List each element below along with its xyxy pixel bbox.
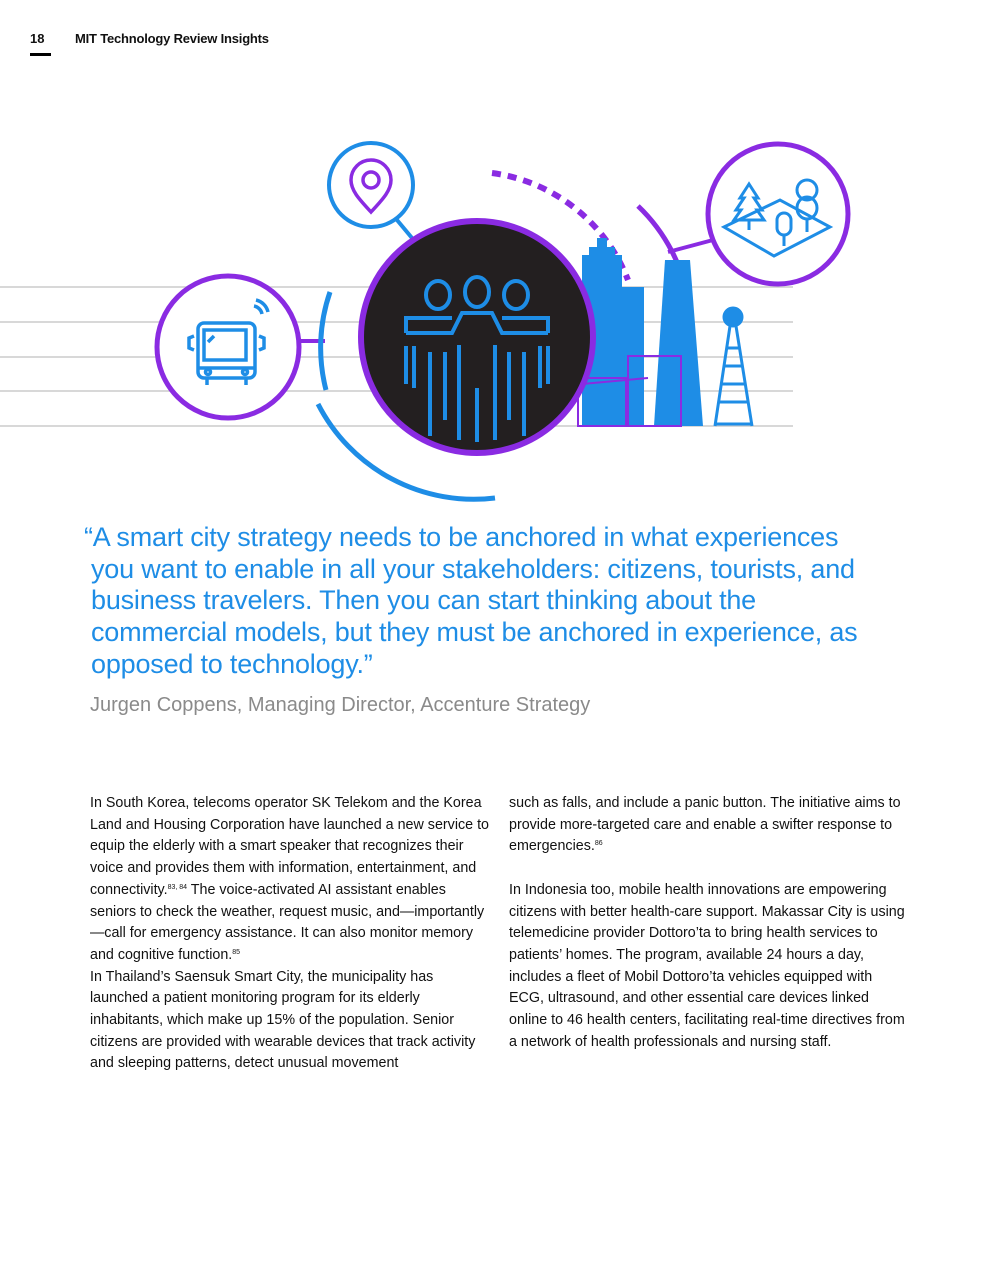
paragraph-text: The voice-activated AI assistant enables seniors to check the weather, request music, and—importantly—call for emergency assistance. It can also monitor memory and cognitive function. (90, 881, 485, 963)
paragraph (509, 793, 909, 858)
footnote-ref: 86 (594, 840, 603, 848)
paragraph-text: such as falls, and include a panic button. The initiative aims to provide more-targeted care and enable a swifter response to emergencies. (509, 795, 901, 855)
body-column-right (509, 793, 909, 1053)
footnote-ref: 85 (232, 948, 241, 956)
paragraph: In Indonesia too, mobile health innovations are empowering citizens with better health-care support. Makassar City is using telemedicine provider Dottoro’ta to bring health services to patients’ homes. The program, available 24 hours a day, includes a fleet of Mobil Dottoro’ta vehicles equipped with ECG, ultrasound, and other essential care devices linked online to 46 health centers, facilitating real-time directives from a network of health professionals and nursing staff. (509, 881, 905, 1050)
page-number-underline (30, 53, 51, 56)
footnote-ref: 83, 84 (167, 883, 188, 891)
left-blue-arc (321, 292, 330, 390)
quote-text: “A smart city strategy needs to be anchored in what experiences you want to enable in all your stakeholders: citizens, tourists, and business travelers. Then you can start thinking about the commercial models, but they must be anchored in experience, as opposed to technology.” (84, 522, 858, 679)
paragraph-text: In South Korea, telecoms operator SK Telekom and the Korea Land and Housing Corporation have launched a new service to equip the elderly with a smart speaker that recognizes their voice and provides them with information, entertainment, and connectivity. (90, 795, 489, 898)
pull-quote (84, 522, 884, 681)
publication-title: MIT Technology Review Insights (75, 31, 269, 46)
radio-tower-icon (715, 308, 752, 426)
paragraph: In Thailand’s Saensuk Smart City, the municipality has launched a patient monitoring program for its elderly inhabitants, which make up 15% of the population. Senior citizens are provided with wearable devices that track activity and sleeping patterns, detect unusual movement (90, 968, 476, 1072)
city-skyline-icon (582, 238, 703, 426)
smart-city-illustration (0, 130, 860, 510)
page-number: 18 (30, 31, 45, 46)
bus-circle (157, 276, 299, 418)
body-column-left (90, 793, 490, 1075)
quote-attribution: Jurgen Coppens, Managing Director, Accenture Strategy (90, 694, 591, 716)
park-connector (668, 240, 713, 252)
paragraph (90, 793, 490, 967)
